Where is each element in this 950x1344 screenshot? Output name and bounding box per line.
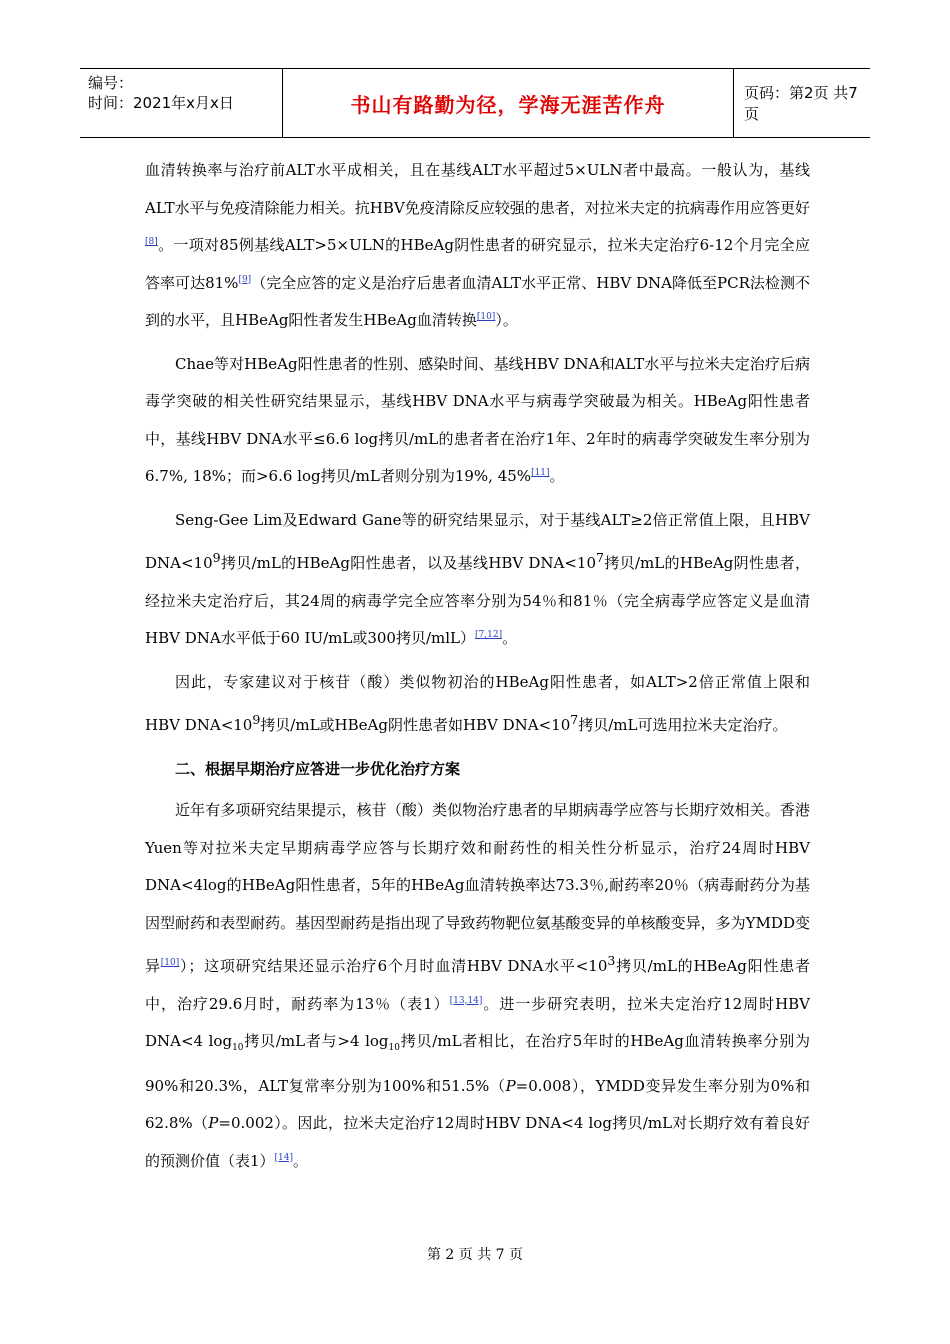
citation-link[interactable]: [11] <box>531 468 550 478</box>
paragraph-text: 拷贝/mL的HBeAg阳性患者，以及基线HBV DNA<10 <box>220 554 597 572</box>
page-footer: 第 2 页 共 7 页 <box>426 1247 524 1263</box>
paragraph-text: 。 <box>502 629 518 647</box>
paragraph-text: =0.002）。因此，拉米夫定治疗12周时HBV DNA<4 log拷贝/mL对长期疗效有着良好的预测价值（表1） <box>145 1114 810 1170</box>
exponent: 3 <box>607 953 616 968</box>
header-motto-cell <box>282 69 734 137</box>
citation-link[interactable]: [10] <box>160 958 180 968</box>
page-header <box>80 68 870 138</box>
paragraph-text: ）；这项研究结果还显示治疗6个月时血清HBV DNA水平<10 <box>179 957 608 975</box>
exponent: 9 <box>212 550 221 565</box>
citation-link[interactable]: [14] <box>274 1152 294 1163</box>
subscript: 10 <box>232 1043 244 1053</box>
paragraph-text: 。进一步研究表明，拉米夫定治疗12周时HBV DNA<4 log <box>145 994 811 1050</box>
exponent: 9 <box>252 712 261 727</box>
p-value-symbol: P <box>208 1114 219 1132</box>
citation-link[interactable]: [8] <box>145 237 158 247</box>
paragraph-text: 。 <box>293 1151 309 1170</box>
paragraph-text: 血清转换率与治疗前ALT水平成相关，且在基线ALT水平超过5×ULN者中最高。一般认为，基线ALT水平与免疫清除能力相关。抗HBV免疫清除反应较强的患者，对拉米夫定的抗病毒作用应答更好 <box>145 161 810 217</box>
paragraph-text: Seng-Gee Lim及Edward Gane等的研究结果显示，对于基线ALT≥2倍正常值上限，且HBV DNA<10 <box>145 510 810 572</box>
exponent: 7 <box>596 550 604 565</box>
header-meta <box>80 69 282 137</box>
paragraph-5 <box>145 792 810 1180</box>
paragraph-text: 拷贝/mL的HBeAg阴性患者，经拉米夫定治疗后，其24周的病毒学完全应答率分别为54％和81％（完全病毒学应答定义是血清HBV DNA水平低于60 IU/mL或300拷贝/mlL） <box>145 554 811 647</box>
paragraph-text: 因此，专家建议对于核苷（酸）类似物初治的HBeAg阳性患者，如ALT>2倍正常值上限和HBV DNA<10 <box>145 672 810 734</box>
exponent: 7 <box>570 712 579 727</box>
citation-link[interactable]: [7,12] <box>475 630 503 640</box>
paragraph-text: Chae等对HBeAg阳性患者的性别、感染时间、基线HBV DNA和ALT水平与拉米夫定治疗后病毒学突破的相关性研究结果显示，基线HBV DNA水平与病毒学突破最为相关。HBeAg阳性患者中，基线HBV DNA水平≤6.6 log拷贝/mL的患者者在治疗1年、2年时的病毒学突破发生率分别为6.7%, 18%；而>6.6 log拷贝/mL者则分别为19%, 45% <box>145 354 810 485</box>
paragraph-2 <box>145 346 810 496</box>
header-page-info: 页码：第2页 共7页 <box>744 84 858 123</box>
paragraph-text: 。一项对85例基线ALT>5×ULN的HBeAg阴性患者的研究显示，拉米夫定治疗6-12个月完全应答率可达81% <box>145 236 810 292</box>
paragraph-text: =0.008），YMDD变异发生率分别为0%和62.8%（ <box>145 1076 810 1132</box>
paragraph-text: 。 <box>549 467 565 485</box>
p-value-symbol: P <box>505 1076 516 1095</box>
paragraph-3 <box>145 502 810 658</box>
citation-link[interactable]: [13,14] <box>449 995 483 1006</box>
citation-link[interactable]: [10] <box>476 312 496 322</box>
citation-link[interactable]: [9] <box>238 274 252 285</box>
section-heading: 二、根据早期治疗应答进一步优化治疗方案 <box>175 759 461 778</box>
paragraph-text: 拷贝/mL的HBeAg阳性患者中，治疗29.6月时，耐药率为13％（表1） <box>145 957 810 1013</box>
header-motto: 书山有路勤为径，学海无涯苦作舟 <box>350 92 666 117</box>
document-number-label: 编号： <box>88 74 134 92</box>
paragraph-text: 拷贝/mL或HBeAg阴性患者如HBV DNA<10 <box>260 716 571 734</box>
paragraph-text: ）。 <box>495 311 518 329</box>
paragraph-text: 拷贝/mL可选用拉米夫定治疗。 <box>578 716 788 734</box>
paragraph-text: 拷贝/mL者相比，在治疗5年时的HBeAg血清转换率分别为90%和20.3%，ALT复常率分别为100%和51.5%（ <box>145 1032 810 1095</box>
paragraph-text: 拷贝/mL者与>4 log <box>243 1032 389 1050</box>
subscript: 10 <box>388 1043 400 1053</box>
paragraph-4 <box>145 664 810 745</box>
document-date: 时间：2021年x月x日 <box>88 94 234 112</box>
document-body <box>145 152 810 1186</box>
paragraph-text: （完全应答的定义是治疗后患者血清ALT水平正常、HBV DNA降低至PCR法检测不到的水平，且HBeAg阳性者发生HBeAg血清转换 <box>145 273 810 329</box>
paragraph-1 <box>145 152 810 340</box>
paragraph-text: 近年有多项研究结果提示，核苷（酸）类似物治疗患者的早期病毒学应答与长期疗效相关。香港Yuen等对拉米夫定早期病毒学应答与长期疗效和耐药性的相关性分析显示，治疗24周时HBV DNA<4log的HBeAg阳性患者，5年的HBeAg血清转换率达73.3％,耐药率20％（病毒耐药分为基因型耐药和表型耐药。基因型耐药是指出现了导致药物靶位氨基酸变异的单核酸变异，多为YMDD变异 <box>145 801 810 975</box>
